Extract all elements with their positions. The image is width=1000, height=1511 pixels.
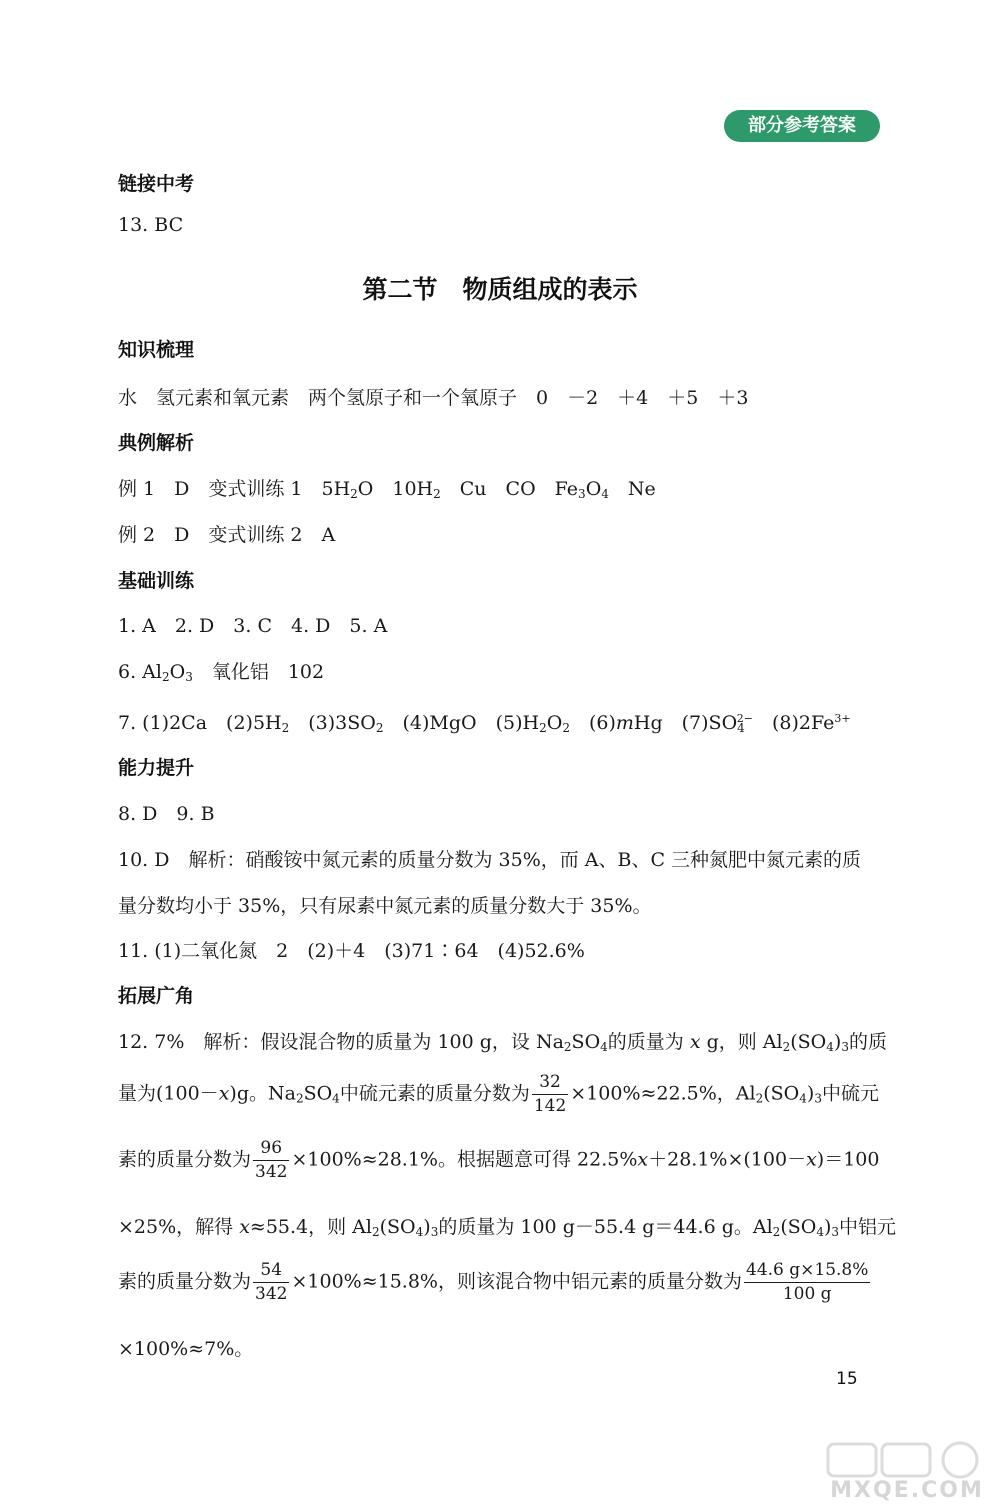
answer-10-line1: 10. D 解析：硝酸铵中氮元素的质量分数为 35%，而 A、B、C 三种氮肥中氮元素的质 (118, 849, 862, 871)
knowledge-answers: 水 氢元素和氧元素 两个氢原子和一个氧原子 0 －2 ＋4 ＋5 ＋3 (118, 387, 749, 409)
subheading-basic: 基础训练 (118, 570, 195, 592)
watermark-text: MXQE.COM (830, 1478, 984, 1503)
watermark-stamp-icon (822, 1440, 992, 1480)
answers-8-9: 8. D 9. B (118, 803, 215, 825)
answer-7: 7. (1)2Ca $(2)5H_2$ $(3)3SO_2$ (4)MgO $(5)H_2O_2$ (6)mHg $(7)SO_4^{2-}$ $(8)2Fe^{3+}$ (118, 712, 851, 735)
fraction-96-342: $\frac{96}{342}$ (255, 1138, 288, 1182)
subheading-examples: 典例解析 (118, 432, 195, 454)
subheading-ability: 能力提升 (118, 757, 195, 779)
answer-12-line3: 素的质量分数为 $\frac{96}{342}$ ×100%≈28.1%。根据题意可得 22.5%x＋28.1%×(100－x)＝100 (118, 1138, 880, 1182)
answer-12-line1: 12. 7% 解析：假设混合物的质量为 100 g，设 $Na_2SO_4$的质量为 x g，则 $Al_2(SO_4)_3$的质 (118, 1031, 887, 1054)
answer-12-line6: ×100%≈7%。 (118, 1338, 254, 1360)
example-2: 例 2 D 变式训练 2 A (118, 524, 336, 546)
fraction-aluminum-share: $\frac{44.6 g\times 15.8\%}{100 g}$ (746, 1260, 869, 1304)
subheading-link-exam: 链接中考 (118, 173, 195, 195)
watermark-logo (822, 1440, 992, 1506)
section-title: 第二节 物质组成的表示 (362, 275, 638, 304)
subheading-extend: 拓展广角 (118, 985, 195, 1007)
subheading-knowledge: 知识梳理 (118, 339, 195, 361)
answer-6: 6. $Al_2O_3$ 氧化铝 102 (118, 661, 325, 684)
answer-12-line5: 素的质量分数为 $\frac{54}{342}$ ×100%≈15.8%，则该混合物中铝元素的质量分数为 $\frac{44.6 g\times 15.8\%}{100 g}$ (118, 1260, 869, 1304)
answer-12-line4: ×25%，解得 x≈55.4，则 $Al_2(SO_4)_3$的质量为 100 g－55.4 g＝44.6 g。$Al_2(SO_4)_3$中铝元 (118, 1216, 897, 1239)
answers-1-5: 1. A 2. D 3. C 4. D 5. A (118, 615, 388, 637)
page-number: 15 (836, 1369, 858, 1389)
example-1: 例 1 D 变式训练 1 $5H_2O$ $10H_2$ Cu CO $Fe_3O_4$ Ne (118, 478, 656, 501)
answer-12-line2: 量为(100－x)g。$Na_2SO_4$中硫元素的质量分数为 $\frac{32}{142}$ ×100%≈22.5%，$Al_2(SO_4)_3$中硫元 (118, 1072, 879, 1116)
fraction-32-142: $\frac{32}{142}$ (533, 1072, 567, 1116)
answer-13: 13. BC (118, 214, 184, 236)
answer-key-badge: 部分参考答案 (724, 110, 880, 142)
fraction-54-342: $\frac{54}{342}$ (255, 1260, 288, 1304)
answer-11: 11. (1)二氧化氮 2 (2)＋4 (3)71∶64 (4)52.6% (118, 940, 585, 962)
answer-10-line2: 量分数均小于 35%，只有尿素中氮元素的质量分数大于 35%。 (118, 895, 652, 917)
